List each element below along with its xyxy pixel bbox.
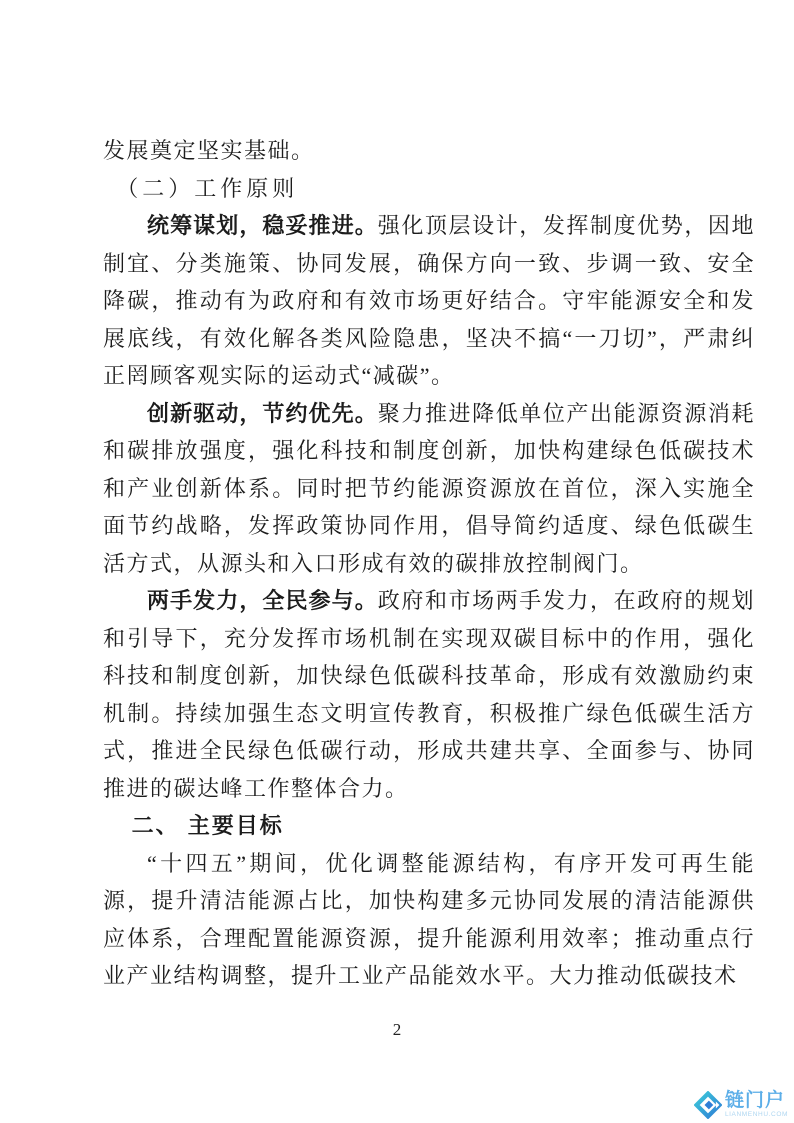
chapter-heading: 二、 主要目标 bbox=[131, 813, 284, 838]
paragraph-text: 强化顶层设计，发挥制度优势，因地制宜、分类施策、协同发展，确保方向一致、步调一致、安全降碳，推动有为政府和有效市场更好结合。守牢能源安全和发展底线，有效化解各类风险隐患，坚决不搞“一刀切”，严肃纠正罔顾客观实际的运动式“减碳”。 bbox=[103, 213, 755, 388]
paragraph-lead: 统筹谋划，稳妥推进。 bbox=[147, 213, 378, 238]
brand-name: 链门户 bbox=[724, 1090, 785, 1112]
paragraph-text: 聚力推进降低单位产出能源资源消耗和碳排放强度，强化科技和制度创新，加快构建绿色低碳技术和产业创新体系。同时把节约能源资源放在首位，深入实施全面节约战略，发挥政策协同作用，倡导简约适度、绿色低碳生活方式，从源头和入口形成有效的碳排放控制阀门。 bbox=[103, 400, 755, 576]
principle-paragraph-1 bbox=[103, 207, 755, 395]
section-heading: （二）工作原则 bbox=[116, 175, 299, 201]
paragraph-lead: 创新驱动，节约优先。 bbox=[147, 400, 378, 426]
chapter-paragraph: “十四五”期间，优化调整能源结构，有序开发可再生能源，提升清洁能源占比，加快构建多元协同发展的清洁能源供应体系，合理配置能源资源，提升能源利用效率；推动重点行业产业结构调整，提升工业产品能效水平。大力推动低碳技术 bbox=[103, 850, 755, 988]
brand-domain: LIANMENHU.COM bbox=[724, 1111, 788, 1119]
page-body bbox=[103, 132, 755, 995]
paragraph-text: 政府和市场两手发力，在政府的规划和引导下，充分发挥市场机制在实现双碳目标中的作用，强化科技和制度创新，加快绿色低碳科技革命，形成有效激励约束机制。持续加强生态文明宣传教育，积极推广绿色低碳生活方式，推进全民绿色低碳行动，形成共建共享、全面参与、协同推进的碳达峰工作整体合力。 bbox=[103, 588, 755, 801]
principle-paragraph-2 bbox=[103, 395, 755, 583]
brand-text bbox=[725, 1091, 788, 1119]
diamond-logo-icon bbox=[694, 1091, 722, 1119]
brand-watermark bbox=[694, 1091, 788, 1119]
page-number: 2 bbox=[392, 1020, 402, 1039]
paragraph-lead: 两手发力，全民参与。 bbox=[147, 588, 378, 613]
paragraph-continuation: 发展奠定坚实基础。 bbox=[103, 138, 315, 163]
principle-paragraph-3 bbox=[103, 582, 755, 807]
